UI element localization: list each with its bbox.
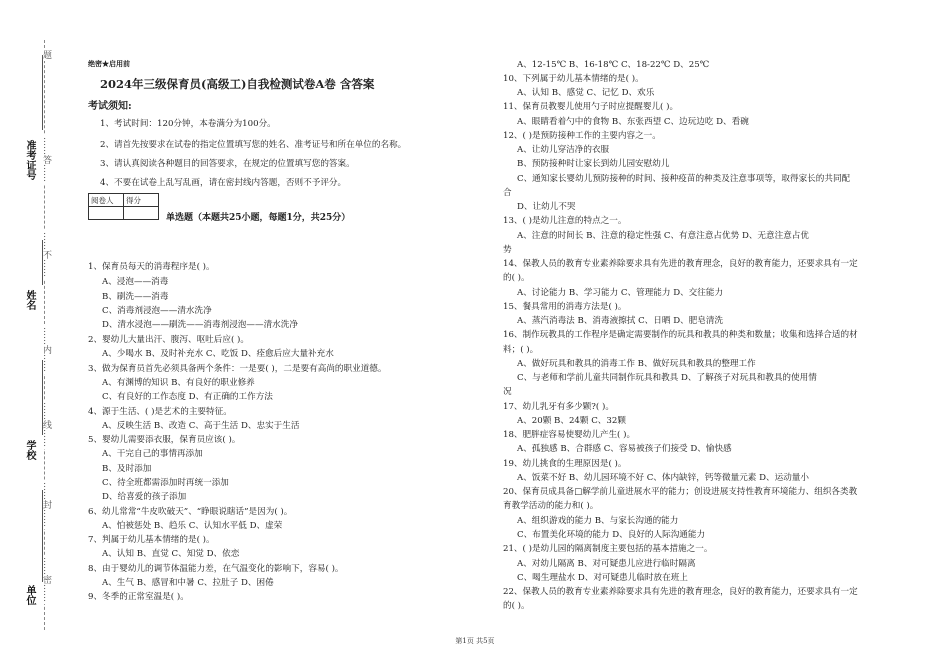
binding-separator: ……内……: [41, 327, 51, 372]
question-line: 9、冬季的正常室温是( )。: [88, 592, 189, 602]
option-line: A、让幼儿穿洁净的衣服: [517, 145, 610, 155]
option-line: B、刷洗——消毒: [102, 292, 169, 302]
name-field[interactable]: [42, 240, 43, 285]
option-line: B、预防接种时让家长到幼儿园安慰幼儿: [517, 159, 670, 169]
option-line: A、眼睛看着勺中的食物 B、东张西望 C、边玩边吃 D、看碗: [517, 117, 749, 127]
notice-item: 2、请首先按要求在试卷的指定位置填写您的姓名、准考证号和所在单位的名称。: [100, 140, 407, 150]
option-line: 合: [503, 188, 512, 198]
option-line: A、注意的时间长 B、注意的稳定性强 C、有意注意占优势 D、无意注意占优: [517, 231, 809, 241]
question-line: 19、幼儿挑食的生理原因是( )。: [503, 459, 627, 469]
option-line: B、及时添加: [102, 464, 152, 474]
question-line: 育教学活动的能力和( )。: [503, 501, 599, 511]
question-line: 12、( )是预防接种工作的主要内容之一。: [503, 131, 661, 141]
option-line: C、与老师和学前儿童共同制作玩具和教具 D、了解孩子对玩具和教具的使用情: [517, 373, 817, 383]
option-line: A、怕被惩处 B、趋乐 C、认知水平低 D、虚荣: [102, 521, 283, 531]
exam-number-field[interactable]: [42, 55, 43, 130]
notice-item: 1、考试时间：120分钟，本卷满分为100分。: [100, 119, 276, 129]
grader-header: 阅卷人: [89, 194, 124, 207]
option-line: A、12-15℃ B、16-18℃ C、18-22℃ D、25℃: [517, 60, 710, 70]
binding-separator: ……答……: [41, 137, 51, 182]
option-line: A、少喝水 B、及时补充水 C、吃饭 D、痊愈后应大量补充水: [102, 349, 334, 359]
option-line: C、喝生理盐水 D、对可疑患儿临时放在班上: [517, 573, 688, 583]
notice-heading: 考试须知:: [88, 101, 132, 112]
exam-number-label: 准考证号: [24, 140, 35, 180]
question-line: 14、保教人员的教育专业素养除要求具有先进的教育理念，良好的教育能力，还要求具有一定: [503, 259, 858, 269]
option-line: A、浸泡——消毒: [102, 277, 169, 287]
question-line: 料；( )。: [503, 345, 539, 355]
question-line: 8、由于婴幼儿的调节体温能力差，在气温变化的影响下，容易( )。: [88, 564, 344, 574]
question-line: 20、保育员成具备□解学前儿童进展水平的能力；创设进展支持性教育环境能力、组织各类教: [503, 487, 858, 497]
school-label: 学校: [24, 440, 35, 460]
question-line: 13、( )是幼儿注意的特点之一。: [503, 216, 627, 226]
question-line: 6、幼儿常常“牛皮吹破天”、“睁眼说瞎话”是因为( )。: [88, 507, 293, 517]
unit-field[interactable]: [42, 490, 43, 582]
option-line: A、蒸汽消毒法 B、消毒液擦拭 C、日晒 D、肥皂清洗: [517, 316, 724, 326]
question-line: 的( )。: [503, 601, 530, 611]
option-line: C、布置美化环境的能力 D、良好的人际沟通能力: [517, 530, 706, 540]
option-line: C、待全班都需添加时再统一添加: [102, 478, 229, 488]
option-line: C、通知家长婴幼儿预防接种的时间、接种疫苗的种类及注意事项等，取得家长的共同配: [517, 174, 851, 184]
option-line: A、干完自己的事情再添加: [102, 449, 203, 459]
option-line: A、认知 B、直觉 C、知觉 D、依恋: [102, 549, 240, 559]
score-table: [88, 193, 159, 220]
option-line: A、组织游戏的能力 B、与家长沟通的能力: [517, 516, 679, 526]
question-line: 15、餐具常用的消毒方法是( )。: [503, 302, 627, 312]
option-line: A、孤独感 B、合群感 C、容易被孩子们接受 D、愉快感: [517, 444, 732, 454]
binding-separator: ……线……: [41, 402, 51, 447]
confidential-mark: 绝密★启用前: [88, 59, 130, 68]
option-line: A、生气 B、感冒和中暑 C、拉肚子 D、困倦: [102, 578, 274, 588]
question-line: 5、婴幼儿需要添衣服，保育员应该( )。: [88, 435, 241, 445]
option-line: A、20颗 B、24颗 C、32颗: [517, 416, 626, 426]
binding-margin: [0, 0, 80, 671]
option-line: A、有渊博的知识 B、有良好的职业修养: [102, 378, 255, 388]
question-line: 22、保教人员的教育专业素养除要求具有先进的教育理念，良好的教育能力，还要求具有一定: [503, 587, 858, 597]
question-line: 17、幼儿乳牙有多少颗?( )。: [503, 402, 614, 412]
notice-item: 4、不要在试卷上乱写乱画，请在密封线内答题，否则不予评分。: [100, 178, 347, 188]
option-line: A、做好玩具和教具的消毒工作 B、做好玩具和教具的整理工作: [517, 359, 756, 369]
option-line: D、给喜爱的孩子添加: [102, 492, 187, 502]
binding-separator: ……不……: [41, 232, 51, 277]
option-line: 况: [503, 387, 512, 397]
option-line: C、消毒剂浸泡——清水洗净: [102, 306, 212, 316]
option-line: D、清水浸泡——刷洗——消毒剂浸泡——清水洗净: [102, 320, 298, 330]
option-line: A、认知 B、感觉 C、记忆 D、欢乐: [517, 88, 655, 98]
question-line: 7、判属于幼儿基本情绪的是( )。: [88, 535, 215, 545]
page-footer: 第1页 共5页: [455, 637, 495, 645]
binding-separator: ……封……: [41, 482, 51, 527]
section-title: 单选题（本题共25小题，每题1分，共25分）: [166, 213, 351, 223]
option-line: A、饭菜不好 B、幼儿园环境不好 C、体内缺锌，钙等微量元素 D、运动量小: [517, 473, 809, 483]
notice-item: 3、请认真阅读各种题目的回答要求，在规定的位置填写您的答案。: [100, 159, 355, 169]
question-line: 的( )。: [503, 273, 530, 283]
question-line: 16、制作玩教具的工作程序是确定需要制作的玩具和教具的种类和数量；收集和选择合适的材: [503, 330, 858, 340]
question-line: 1、保育员每天的消毒程序是( )。: [88, 262, 215, 272]
school-field[interactable]: [42, 360, 43, 435]
question-line: 2、婴幼儿大量出汗、腹泻、呕吐后应( )。: [88, 335, 249, 345]
page-title: 2024年三级保育员(高级工)自我检测试卷A卷 含答案: [100, 77, 375, 91]
option-line: D、让幼儿不哭: [517, 202, 576, 212]
score-cell[interactable]: [124, 207, 159, 220]
option-line: C、有良好的工作态度 D、有正确的工作方法: [102, 392, 273, 402]
score-header: 得分: [124, 194, 159, 207]
question-line: 18、肥胖症容易使婴幼儿产生( )。: [503, 430, 636, 440]
binding-top-mark: 题: [41, 50, 51, 59]
question-line: 10、下列属于幼儿基本情绪的是( )。: [503, 74, 644, 84]
grader-cell[interactable]: [89, 207, 124, 220]
option-line: A、讨论能力 B、学习能力 C、管理能力 D、交往能力: [517, 288, 724, 298]
name-label: 姓名: [24, 290, 35, 310]
option-line: A、反映生活 B、改造 C、高于生活 D、忠实于生活: [102, 421, 300, 431]
binding-separator: ……密……: [41, 557, 51, 602]
option-line: A、对幼儿隔离 B、对可疑患儿应进行临时隔离: [517, 559, 696, 569]
question-line: 21、( )是幼儿园的隔离制度主要包括的基本措施之一。: [503, 544, 713, 554]
question-line: 3、做为保育员首先必须具备两个条件：一是要( )，二是要有高尚的职业道德。: [88, 364, 387, 374]
option-line: 势: [503, 245, 512, 255]
unit-label: 单位: [24, 585, 35, 605]
question-line: 11、保育员教婴儿使用勺子时应提醒婴儿( )。: [503, 102, 679, 112]
question-line: 4、源于生活、( )是艺术的主要特征。: [88, 407, 232, 417]
